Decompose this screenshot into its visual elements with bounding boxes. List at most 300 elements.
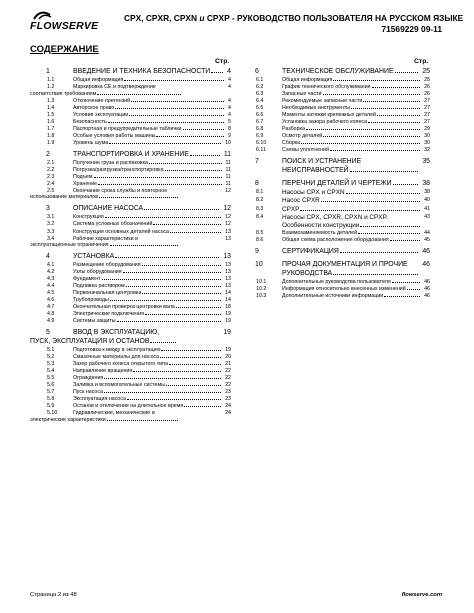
toc-entry-number: 4.7 bbox=[47, 304, 55, 311]
toc-section-entry[interactable] bbox=[239, 68, 430, 76]
toc-entry-page: 27 bbox=[424, 119, 430, 126]
toc-leader-dots bbox=[300, 210, 420, 211]
toc-leader-dots bbox=[165, 170, 222, 171]
toc-entry-title: Рекомендуемые запасные части bbox=[282, 98, 363, 105]
toc-entry-page: 9 bbox=[228, 132, 231, 139]
toc-entry-title: Моменты затяжки крепежных деталей bbox=[282, 112, 377, 119]
toc-leader-dots bbox=[183, 129, 225, 130]
toc-leader-dots bbox=[144, 209, 219, 210]
toc-entry-page: 19 bbox=[225, 318, 231, 325]
toc-subsection-entry[interactable] bbox=[30, 396, 231, 402]
toc-entry-number: 5 bbox=[46, 329, 50, 337]
toc-entry-title: Разборка bbox=[282, 126, 305, 133]
toc-entry-page: 14 bbox=[225, 290, 231, 297]
toc-entry-title: Насосы CPX и CPXN bbox=[282, 188, 345, 196]
toc-entry-number: 6.3 bbox=[256, 91, 264, 98]
toc-entry-title: Ограждения bbox=[73, 374, 104, 381]
toc-subsection-entry[interactable] bbox=[239, 197, 430, 205]
toc-leader-dots bbox=[104, 392, 221, 393]
toc-entry-page: 13 bbox=[225, 261, 231, 268]
toc-entry-page: 29 bbox=[424, 126, 430, 133]
toc-leader-dots bbox=[321, 201, 420, 202]
toc-section-entry[interactable] bbox=[30, 68, 231, 76]
toc-entry-page: 46 bbox=[422, 248, 430, 256]
toc-entry-number: 1.9 bbox=[47, 139, 55, 146]
toc-entry-title: ТЕХНИЧЕСКОЕ ОБСЛУЖИВАНИЕ bbox=[282, 68, 394, 75]
toc-entry-page: 40 bbox=[424, 197, 430, 204]
toc-entry-page: 8 bbox=[228, 125, 231, 132]
toc-leader-dots bbox=[384, 296, 420, 297]
toc-subsection-entry[interactable] bbox=[239, 237, 430, 243]
toc-leader-dots bbox=[333, 274, 418, 275]
toc-subsection-entry[interactable] bbox=[30, 167, 231, 173]
toc-entry-title: Общая информация bbox=[73, 77, 124, 84]
toc-entry-title: Подготовка к вводу в эксплуатацию bbox=[73, 346, 161, 353]
toc-entry-number: 1.7 bbox=[47, 125, 55, 132]
toc-entry-title: Хранение bbox=[73, 180, 98, 187]
toc-entry-page: 46 bbox=[422, 261, 430, 269]
toc-section-entry[interactable] bbox=[239, 158, 430, 175]
toc-leader-dots bbox=[142, 293, 221, 294]
toc-entry-title: Системы защиты bbox=[73, 318, 116, 325]
toc-entry-number: 3.4 bbox=[47, 235, 55, 242]
toc-leader-dots bbox=[150, 342, 176, 343]
toc-entry-number: 4.4 bbox=[47, 283, 55, 290]
toc-entry-number: 4.1 bbox=[47, 261, 55, 268]
toc-subsection-entry[interactable] bbox=[30, 403, 231, 409]
toc-entry-title: Эксплуатация насоса bbox=[73, 396, 126, 403]
toc-subsection-entry[interactable] bbox=[239, 230, 430, 236]
toc-entry-number: 8.1 bbox=[256, 188, 264, 195]
toc-subsection-entry[interactable] bbox=[30, 361, 231, 367]
toc-subsection-entry[interactable] bbox=[30, 174, 231, 180]
toc-entry-page: 11 bbox=[223, 150, 231, 158]
toc-entry-title: Дополнительные руководства пользователя bbox=[282, 278, 391, 285]
page-column-label-right: Стр. bbox=[414, 58, 429, 65]
toc-subsection-entry[interactable] bbox=[30, 160, 231, 166]
toc-leader-dots bbox=[166, 385, 221, 386]
toc-entry-number: 1 bbox=[46, 68, 50, 75]
toc-entry-number: 8 bbox=[255, 179, 259, 187]
toc-entry-number: 6 bbox=[255, 68, 259, 75]
toc-entry-page: 4 bbox=[228, 77, 231, 84]
toc-entry-page: 46 bbox=[424, 278, 430, 285]
toc-leader-dots bbox=[184, 406, 221, 407]
toc-entry-title: Пуск насоса bbox=[73, 389, 103, 396]
footer-site: flowserve.com bbox=[401, 592, 442, 598]
toc-leader-dots bbox=[145, 314, 221, 315]
toc-entry-title: Гидравлические, механические и электрические характеристики bbox=[30, 410, 155, 423]
toc-entry-page: 25 bbox=[424, 77, 430, 84]
toc-entry-number: 5.4 bbox=[47, 367, 55, 374]
toc-subsection-entry[interactable] bbox=[239, 91, 430, 97]
toc-entry-title: График технического обслуживания bbox=[282, 84, 371, 91]
toc-entry-page: 20 bbox=[225, 353, 231, 360]
toc-entry-title: Маркировка CE и подтверждение соответствия требованиям bbox=[30, 84, 156, 97]
toc-leader-dots bbox=[104, 378, 221, 379]
toc-leader-dots bbox=[107, 420, 178, 421]
toc-entry-number: 10.3 bbox=[256, 292, 267, 299]
toc-entry-title: Уровень шума bbox=[73, 139, 109, 146]
toc-entry-number: 5.9 bbox=[47, 403, 55, 410]
toc-leader-dots bbox=[211, 72, 223, 73]
toc-entry-number: 6.2 bbox=[256, 84, 264, 91]
toc-entry-number: 1.6 bbox=[47, 118, 55, 125]
toc-leader-dots bbox=[97, 94, 181, 95]
toc-entry-number: 2.1 bbox=[47, 159, 55, 166]
toc-leader-dots bbox=[102, 279, 222, 280]
toc-entry-title: Трубопроводы bbox=[73, 297, 109, 304]
toc-entry-title: ТРАНСПОРТИРОВКА И ХРАНЕНИЕ bbox=[73, 150, 189, 158]
toc-entry-title: Смазочные материалы для насоса bbox=[73, 353, 160, 360]
toc-entry-title: СЕРТИФИКАЦИЯ bbox=[282, 248, 339, 256]
toc-leader-dots bbox=[105, 217, 221, 218]
toc-subsection-entry[interactable] bbox=[30, 214, 231, 220]
toc-entry-page: 46 bbox=[424, 285, 430, 292]
toc-section-entry[interactable] bbox=[30, 253, 231, 261]
toc-leader-dots bbox=[115, 257, 219, 258]
toc-entry-number: 4.9 bbox=[47, 318, 55, 325]
toc-subsection-entry[interactable] bbox=[239, 84, 430, 90]
toc-section-entry[interactable] bbox=[239, 180, 430, 188]
toc-leader-dots bbox=[392, 282, 420, 283]
toc-subsection-entry[interactable] bbox=[30, 368, 231, 374]
toc-leader-dots bbox=[351, 108, 420, 109]
toc-leader-dots bbox=[109, 143, 221, 144]
toc-entry-number: 8.4 bbox=[256, 214, 264, 221]
toc-leader-dots bbox=[363, 101, 420, 102]
toc-leader-dots bbox=[160, 357, 221, 358]
toc-leader-dots bbox=[323, 136, 420, 137]
toc-entry-page: 22 bbox=[225, 367, 231, 374]
toc-entry-page: 13 bbox=[225, 276, 231, 283]
toc-leader-dots bbox=[176, 307, 221, 308]
toc-entry-title: Дополнительные источники информации bbox=[282, 292, 384, 299]
toc-leader-dots bbox=[170, 232, 221, 233]
toc-entry-number: 3.2 bbox=[47, 221, 55, 228]
toc-entry-title: УСТАНОВКА bbox=[73, 252, 115, 260]
toc-leader-dots bbox=[372, 87, 421, 88]
toc-entry-page: 23 bbox=[225, 396, 231, 403]
toc-leader-dots bbox=[395, 72, 419, 73]
toc-entry-number: 5.5 bbox=[47, 374, 55, 381]
toc-entry-page: 19 bbox=[225, 346, 231, 353]
toc-entry-page: 12 bbox=[225, 188, 231, 194]
toc-leader-dots bbox=[133, 371, 221, 372]
toc-entry-number: 8.5 bbox=[256, 230, 264, 237]
page-column-label-left: Стр. bbox=[215, 58, 230, 65]
toc-entry-title: Зазор рабочего колеса открытого типа bbox=[73, 360, 168, 367]
toc-leader-dots bbox=[94, 177, 222, 178]
toc-section-entry[interactable] bbox=[30, 329, 231, 346]
toc-entry-page: 46 bbox=[424, 292, 430, 299]
toc-entry-number: 3.3 bbox=[47, 228, 55, 235]
toc-entry-title: Необходимые инструменты bbox=[282, 105, 351, 112]
toc-subsection-entry[interactable] bbox=[239, 98, 430, 104]
toc-leader-dots bbox=[123, 272, 222, 273]
toc-entry-page: 12 bbox=[223, 205, 231, 213]
footer-page-info: Страница 2 из 48 bbox=[30, 592, 77, 598]
toc-entry-title: Общая информация bbox=[282, 77, 333, 84]
toc-right-column bbox=[239, 68, 430, 299]
toc-leader-dots bbox=[333, 80, 420, 81]
toc-entry-number: 2.5 bbox=[47, 188, 55, 194]
toc-leader-dots bbox=[126, 286, 221, 287]
toc-entry-page: 38 bbox=[422, 179, 430, 187]
toc-entry-title: Насос CPXR bbox=[282, 197, 320, 205]
toc-entry-number: 1.8 bbox=[47, 132, 55, 139]
toc-subsection-entry[interactable] bbox=[30, 119, 231, 125]
toc-entry-page: 4 bbox=[228, 84, 231, 91]
toc-entry-page: 26 bbox=[424, 84, 430, 91]
toc-subsection-entry[interactable] bbox=[30, 105, 231, 111]
toc-leader-dots bbox=[110, 245, 179, 246]
toc-leader-dots bbox=[340, 252, 418, 253]
toc-entry-page: 22 bbox=[225, 381, 231, 388]
toc-entry-title: Паспортная и предупредительные таблички bbox=[73, 125, 182, 132]
toc-entry-number: 10.2 bbox=[256, 285, 267, 292]
toc-leader-dots bbox=[358, 233, 420, 234]
toc-subsection-entry[interactable] bbox=[30, 140, 231, 146]
toc-entry-page: 4 bbox=[227, 68, 231, 75]
toc-entry-page: 24 bbox=[225, 410, 231, 417]
toc-subsection-entry[interactable] bbox=[239, 189, 430, 197]
toc-entry-page: 38 bbox=[424, 188, 430, 195]
toc-entry-title: Погрузка/разгрузка/транспортировка bbox=[73, 166, 164, 173]
toc-entry-number: 8.2 bbox=[256, 197, 264, 204]
toc-subsection-entry[interactable] bbox=[30, 181, 231, 187]
toc-subsection-entry[interactable] bbox=[30, 276, 231, 282]
toc-entry-page: 5 bbox=[228, 118, 231, 125]
toc-entry-title: Фундамент bbox=[73, 276, 101, 283]
toc-leader-dots bbox=[360, 226, 420, 227]
toc-subsection-entry[interactable] bbox=[30, 133, 231, 139]
toc-entry-title: ВВОД В ЭКСПЛУАТАЦИЮ, ПУСК, ЭКСПЛУАТАЦИЯ И ОСТАНОВ bbox=[30, 329, 160, 345]
toc-entry-number: 6.7 bbox=[256, 119, 264, 126]
toc-leader-dots bbox=[149, 163, 222, 164]
toc-subsection-entry[interactable] bbox=[239, 133, 430, 139]
toc-entry-page: 35 bbox=[422, 158, 430, 166]
document-title: CPX, CPXR, CPXN и CPXP - РУКОВОДСТВО ПОЛЬЗОВАТЕЛЯ НА РУССКОМ ЯЗЫКЕ bbox=[124, 13, 464, 23]
toc-entry-title: Осмотр деталей bbox=[282, 133, 323, 140]
toc-leader-dots bbox=[377, 115, 420, 116]
toc-subsection-entry[interactable] bbox=[239, 140, 430, 146]
toc-entry-title: Рабочие характеристики и эксплуатационные ограничения bbox=[30, 235, 139, 249]
toc-subsection-entry[interactable] bbox=[30, 375, 231, 381]
toc-leader-dots bbox=[156, 136, 224, 137]
toc-leader-dots bbox=[330, 150, 420, 151]
toc-subsection-entry[interactable] bbox=[30, 221, 231, 227]
toc-entry-number: 6.8 bbox=[256, 126, 264, 133]
toc-entry-number: 7 bbox=[255, 158, 259, 166]
toc-entry-title: Система условных обозначений bbox=[73, 221, 153, 228]
toc-subsection-entry[interactable] bbox=[30, 229, 231, 235]
toc-subsection-entry[interactable] bbox=[239, 286, 430, 292]
document-number: 71569229 09-11 bbox=[381, 24, 442, 34]
toc-entry-title: ВВЕДЕНИЕ И ТЕХНИКА БЕЗОПАСНОСТИ bbox=[73, 68, 211, 75]
toc-entry-number: 10 bbox=[255, 261, 263, 269]
toc-subsection-entry[interactable] bbox=[239, 147, 430, 153]
toc-entry-page: 30 bbox=[424, 140, 430, 147]
toc-heading: СОДЕРЖАНИЕ bbox=[30, 44, 99, 55]
toc-subsection-entry[interactable] bbox=[239, 126, 430, 132]
toc-entry-page: 12 bbox=[225, 221, 231, 228]
toc-entry-title: Общая схема расположения оборудования bbox=[282, 237, 389, 244]
toc-leader-dots bbox=[346, 193, 421, 194]
toc-entry-title: Отключение претензий bbox=[73, 97, 131, 104]
toc-entry-number: 2.3 bbox=[47, 173, 55, 180]
toc-entry-title: Получение груза и распаковка bbox=[73, 159, 148, 166]
toc-subsection-entry[interactable] bbox=[239, 77, 430, 83]
toc-entry-title: Информация относительно внесенных изменений bbox=[282, 285, 406, 292]
toc-leader-dots bbox=[129, 115, 224, 116]
toc-entry-page: 27 bbox=[424, 98, 430, 105]
toc-subsection-entry[interactable] bbox=[30, 318, 231, 324]
toc-subsection-entry[interactable] bbox=[30, 389, 231, 395]
toc-entry-page: 4 bbox=[228, 97, 231, 104]
toc-entry-number: 5.1 bbox=[47, 346, 55, 353]
toc-leader-dots bbox=[390, 240, 420, 241]
toc-entry-title: Запасные части bbox=[282, 91, 322, 98]
toc-entry-title: Размещение оборудования bbox=[73, 261, 141, 268]
toc-subsection-entry[interactable] bbox=[239, 112, 430, 118]
toc-entry-number: 4.2 bbox=[47, 269, 55, 276]
toc-subsection-entry[interactable] bbox=[239, 206, 430, 214]
toc-entry-title: Условия эксплуатации bbox=[73, 111, 129, 118]
toc-leader-dots bbox=[153, 224, 221, 225]
toc-entry-title: Взаимозаменяемость деталей bbox=[282, 230, 358, 237]
toc-entry-title: ПРОЧАЯ ДОКУМЕНТАЦИЯ И ПРОЧИЕ РУКОВОДСТВА bbox=[282, 261, 408, 277]
toc-leader-dots bbox=[169, 364, 221, 365]
toc-subsection-entry[interactable] bbox=[30, 188, 231, 201]
toc-entry-number: 5.6 bbox=[47, 381, 55, 388]
toc-section-entry[interactable] bbox=[30, 205, 231, 213]
toc-subsection-entry[interactable] bbox=[239, 293, 430, 299]
toc-subsection-entry[interactable] bbox=[30, 269, 231, 275]
toc-section-entry[interactable] bbox=[239, 248, 430, 256]
toc-entry-page: 27 bbox=[424, 105, 430, 112]
toc-entry-title: Авторское право bbox=[73, 104, 115, 111]
toc-leader-dots bbox=[124, 80, 224, 81]
toc-leader-dots bbox=[301, 143, 420, 144]
toc-entry-number: 1.3 bbox=[47, 97, 55, 104]
toc-subsection-entry[interactable] bbox=[30, 126, 231, 132]
toc-leader-dots bbox=[407, 289, 420, 290]
toc-subsection-entry[interactable] bbox=[30, 112, 231, 118]
toc-subsection-entry[interactable] bbox=[239, 279, 430, 285]
toc-entry-title: Окончательная проверка центровки вала bbox=[73, 304, 175, 311]
toc-entry-page: 11 bbox=[225, 173, 231, 180]
toc-entry-page: 21 bbox=[225, 360, 231, 367]
toc-entry-page: 11 bbox=[225, 180, 231, 187]
toc-section-entry[interactable] bbox=[239, 261, 430, 278]
toc-entry-title: Безопасность bbox=[73, 118, 107, 125]
toc-entry-number: 5.3 bbox=[47, 360, 55, 367]
toc-subsection-entry[interactable] bbox=[30, 354, 231, 360]
toc-entry-page: 13 bbox=[225, 269, 231, 276]
toc-leader-dots bbox=[368, 122, 420, 123]
toc-leader-dots bbox=[131, 101, 224, 102]
toc-leader-dots bbox=[142, 265, 222, 266]
toc-subsection-entry[interactable] bbox=[30, 382, 231, 388]
toc-leader-dots bbox=[115, 108, 224, 109]
toc-entry-page: 41 bbox=[424, 205, 430, 212]
toc-entry-page: 45 bbox=[424, 237, 430, 244]
toc-leader-dots bbox=[99, 197, 178, 198]
toc-leader-dots bbox=[110, 300, 221, 301]
toc-subsection-entry[interactable] bbox=[30, 410, 231, 423]
toc-subsection-entry[interactable] bbox=[30, 77, 231, 83]
toc-entry-title: Схемы уплотнений bbox=[282, 147, 329, 154]
toc-entry-title: Подливка раствором bbox=[73, 283, 125, 290]
toc-entry-title: Конструкция основных деталей насоса bbox=[73, 228, 170, 235]
toc-entry-title: Сборка bbox=[282, 140, 301, 147]
toc-entry-title: Окончание срока службы и повторное использование материалов bbox=[30, 188, 168, 201]
toc-entry-number: 3 bbox=[46, 205, 50, 213]
toc-entry-number: 2 bbox=[46, 150, 50, 158]
toc-subsection-entry[interactable] bbox=[239, 214, 430, 230]
toc-section-entry[interactable] bbox=[30, 151, 231, 159]
toc-subsection-entry[interactable] bbox=[30, 84, 231, 97]
toc-entry-number: 1.2 bbox=[47, 84, 55, 91]
toc-entry-number: 5.10 bbox=[47, 410, 58, 417]
toc-entry-title: Направление вращения bbox=[73, 367, 133, 374]
toc-subsection-entry[interactable] bbox=[30, 236, 231, 249]
toc-subsection-entry[interactable] bbox=[30, 283, 231, 289]
toc-subsection-entry[interactable] bbox=[30, 347, 231, 353]
toc-entry-title: Особые условия работы машины bbox=[73, 132, 156, 139]
toc-leader-dots bbox=[98, 184, 221, 185]
toc-leader-dots bbox=[323, 94, 421, 95]
toc-entry-number: 5.7 bbox=[47, 389, 55, 396]
toc-leader-dots bbox=[127, 399, 221, 400]
toc-entry-number: 9 bbox=[255, 248, 259, 256]
toc-entry-page: 19 bbox=[225, 311, 231, 318]
toc-entry-page: 18 bbox=[225, 304, 231, 311]
toc-entry-page: 11 bbox=[225, 166, 231, 173]
toc-subsection-entry[interactable] bbox=[30, 311, 231, 317]
toc-entry-page: 4 bbox=[228, 104, 231, 111]
toc-entry-number: 2.4 bbox=[47, 180, 55, 187]
toc-subsection-entry[interactable] bbox=[30, 98, 231, 104]
toc-entry-number: 6.1 bbox=[256, 77, 264, 84]
toc-entry-page: 43 bbox=[424, 214, 430, 221]
toc-leader-dots bbox=[393, 184, 419, 185]
toc-entry-title: CPXP bbox=[282, 205, 300, 213]
toc-subsection-entry[interactable] bbox=[30, 297, 231, 303]
toc-subsection-entry[interactable] bbox=[30, 290, 231, 296]
toc-entry-number: 3.1 bbox=[47, 214, 55, 221]
toc-entry-page: 32 bbox=[424, 147, 430, 154]
toc-subsection-entry[interactable] bbox=[239, 105, 430, 111]
toc-entry-number: 6.6 bbox=[256, 112, 264, 119]
toc-subsection-entry[interactable] bbox=[239, 119, 430, 125]
toc-leader-dots bbox=[190, 155, 220, 156]
toc-entry-page: 10 bbox=[225, 139, 231, 146]
toc-entry-page: 24 bbox=[225, 403, 231, 410]
toc-entry-number: 6.10 bbox=[256, 140, 267, 147]
toc-subsection-entry[interactable] bbox=[30, 304, 231, 310]
logo-text: FLOWSERVE bbox=[30, 20, 99, 32]
toc-leader-dots bbox=[108, 122, 224, 123]
toc-entry-title: ПЕРЕЧНИ ДЕТАЛЕЙ И ЧЕРТЕЖИ bbox=[282, 179, 392, 187]
toc-entry-page: 13 bbox=[225, 235, 231, 242]
toc-entry-number: 6.5 bbox=[256, 105, 264, 112]
toc-entry-title: Первоначальная центровка bbox=[73, 290, 142, 297]
toc-subsection-entry[interactable] bbox=[30, 262, 231, 268]
toc-entry-title: Подъем bbox=[73, 173, 93, 180]
toc-entry-page: 13 bbox=[225, 283, 231, 290]
